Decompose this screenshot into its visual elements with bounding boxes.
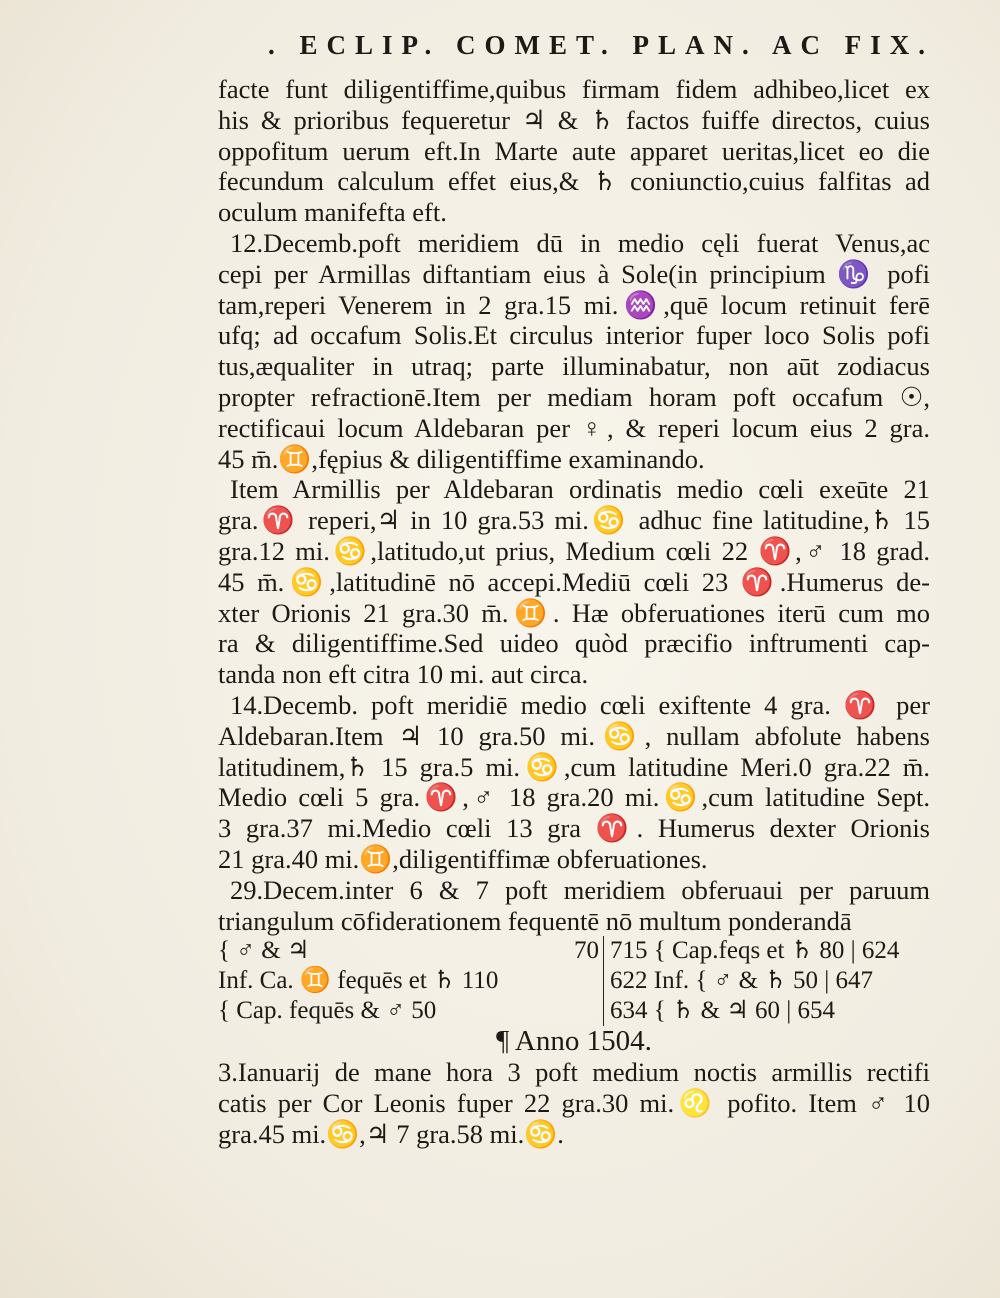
table-cell-left: Inf. Ca. ♊ fequēs et ♄ 110 — [218, 967, 499, 995]
text-line: gra.♈ reperi,♃ in 10 gra.53 mi.♋ adhuc fine latitudine,♄ 15 — [218, 505, 930, 536]
text-line: tam,reperi Venerem in 2 gra.15 mi.♒,quē locum retinuit ferē — [218, 289, 930, 320]
text-line: ufq; ad occafum Solis.Et circulus interior fuper loco Solis pofi — [218, 320, 930, 351]
table-cell-right: 622 Inf. { ♂ & ♄ 50 | 647 — [610, 967, 874, 995]
text-line: propter refractionē.Item per mediam horam poft occafum ☉, — [218, 381, 930, 412]
table-cell-left: { ♂ & ♃ — [218, 937, 310, 965]
text-line: 45 m̄.♋,latitudinē nō accepi.Mediū cœli 23 ♈.Humerus de- — [218, 566, 930, 597]
observation-table — [218, 936, 930, 1026]
text-line: oculum manifefta eft. — [218, 197, 447, 228]
table-cell-left: { Cap. fequēs & ♂ 50 — [218, 997, 437, 1025]
text-line: facte funt diligentiffime,quibus firmam fidem adhibeo,licet ex — [218, 74, 930, 104]
text-line: ra & diligentiffime.Sed uideo quòd præcifio inftrumenti cap- — [218, 628, 930, 659]
text-line: xter Orionis 21 gra.30 m̄.♊. Hæ obferuationes iterū cum mo — [218, 597, 930, 628]
table-cell-mid: 70 — [540, 936, 604, 966]
text-line: catis per Cor Leonis fuper 22 gra.30 mi.♌ pofito. Item ♂ 10 — [218, 1087, 930, 1118]
table-cell-mid — [540, 966, 604, 996]
text-line: Item Armillis per Aldebaran ordinatis medio cœli exeūte 21 — [230, 474, 930, 505]
paragraph — [218, 228, 930, 474]
text-line: tanda non eft citra 10 mi. aut circa. — [218, 659, 589, 690]
text-line: 21 gra.40 mi.♊,diligentiffimæ obferuationes. — [218, 843, 708, 874]
text-line: 45 m̄.♊,fępius & diligentiffime examinando. — [218, 443, 705, 474]
paragraph — [218, 875, 930, 937]
text-line: 3 gra.37 mi.Medio cœli 13 gra ♈. Humerus dexter Orionis — [218, 813, 930, 844]
text-line: triangulum cōfiderationem fequentē nō multum ponderandā — [218, 905, 852, 936]
text-line: gra.45 mi.♋,♃ 7 gra.58 mi.♋. — [218, 1118, 564, 1149]
text-line: fecundum calculum effet eius,& ♄ coniunctio,cuius falfitas ad — [218, 166, 930, 197]
paragraphs — [218, 74, 930, 936]
text-line: 29.Decem.inter 6 & 7 poft meridiem obferuaui per paruum — [230, 874, 930, 905]
text-line: 14.Decemb. poft meridiē medio cœli exiftente 4 gra. ♈ per — [230, 689, 930, 720]
text-line: latitudinem,♄ 15 gra.5 mi.♋,cum latitudine Meri.0 gra.22 m̄. — [218, 751, 930, 782]
text-line: Aldebaran.Item ♃ 10 gra.50 mi.♋, nullam abfolute habens — [218, 720, 930, 751]
body-text — [218, 74, 930, 1150]
text-line: cepi per Armillas diftantiam eius à Sole(in principium ♑ pofi — [218, 258, 930, 289]
table-cell-mid — [540, 996, 604, 1026]
paragraph — [218, 474, 930, 690]
text-line: 3.Ianuarij de mane hora 3 poft medium noctis armillis rectifi — [218, 1057, 930, 1088]
text-line: oppofitum uerum eft.In Marte aute apparet ueritas,licet eo die — [218, 135, 930, 166]
text-line: gra.12 mi.♋,latitudo,ut prius, Medium cœli 22 ♈,♂ 18 grad. — [218, 535, 930, 566]
final-paragraph — [218, 1057, 930, 1149]
text-line: his & prioribus fequeretur ♃ & ♄ factos fuiffe directos, cuius — [218, 104, 930, 135]
text-line: rectificaui locum Aldebaran per ♀, & reperi locum eius 2 gra. — [218, 412, 930, 443]
table-cell-right: 634 { ♄ & ♃ 60 | 654 — [610, 997, 836, 1025]
running-head: . ECLIP. COMET. PLAN. AC FIX. — [268, 30, 935, 60]
text-line: 12.Decemb.poft meridiem dū in medio cęli fuerat Venus,ac — [230, 227, 930, 258]
year-heading: ¶ Anno 1504. — [496, 1026, 652, 1058]
text-line: tus,æqualiter in utraq; parte illuminabatur, non aūt zodiacus — [218, 351, 930, 382]
text-line: Medio cœli 5 gra.♈,♂ 18 gra.20 mi.♋,cum latitudine Sept. — [218, 782, 930, 813]
table-cell-right: 715 { Cap.feqs et ♄ 80 | 624 — [610, 937, 900, 965]
paragraph — [218, 74, 930, 228]
paragraph — [218, 690, 930, 875]
